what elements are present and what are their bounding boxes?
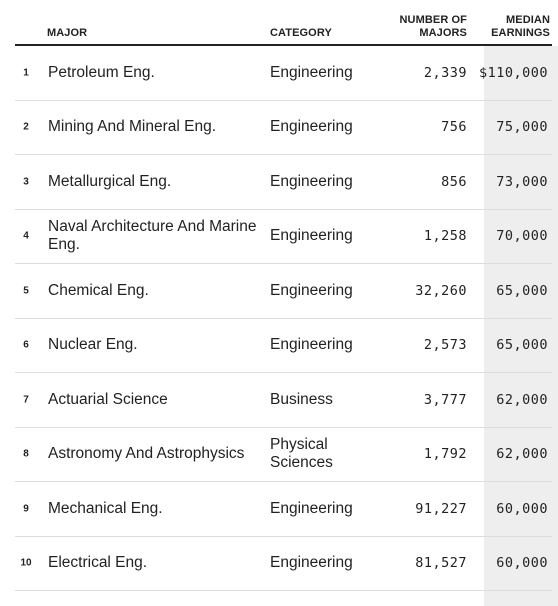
- header-number-line1: NUMBER OF: [399, 14, 467, 26]
- category-cell: Engineering: [270, 554, 353, 572]
- table-row: [15, 264, 552, 319]
- earnings-cell: $110,000: [478, 64, 548, 81]
- rank-cell: 6: [23, 339, 29, 351]
- rank-cell: 2: [23, 121, 29, 133]
- table-row: [15, 210, 552, 265]
- header-major: MAJOR: [47, 27, 88, 39]
- earnings-cell: 65,000: [496, 337, 548, 354]
- category-cell: Engineering: [270, 336, 353, 354]
- table-row: [15, 428, 552, 483]
- earnings-cell: 62,000: [496, 446, 548, 463]
- earnings-cell: 60,000: [496, 555, 548, 572]
- majors-table: [15, 0, 552, 606]
- header-earnings-line1: MEDIAN: [506, 14, 550, 26]
- category-cell: Business: [270, 390, 333, 408]
- rank-cell: 9: [23, 503, 29, 515]
- rank-cell: 8: [23, 448, 29, 460]
- number-cell: 2,339: [423, 64, 467, 81]
- number-cell: 2,573: [423, 337, 467, 354]
- category-cell: Engineering: [270, 227, 353, 245]
- major-cell: Chemical Eng.: [48, 281, 149, 299]
- earnings-cell: 60,000: [496, 500, 548, 517]
- table-row: [15, 537, 552, 592]
- earnings-cell: 75,000: [496, 119, 548, 136]
- major-cell: Nuclear Eng.: [48, 336, 138, 354]
- table-row: [15, 482, 552, 537]
- rank-cell: 10: [20, 557, 32, 569]
- number-cell: 91,227: [415, 500, 467, 517]
- category-cell: Engineering: [270, 172, 353, 190]
- category-cell: Engineering: [270, 281, 353, 299]
- number-cell: 1,792: [423, 446, 467, 463]
- number-cell: 81,527: [415, 555, 467, 572]
- header-category: CATEGORY: [270, 27, 332, 39]
- category-cell: Engineering: [270, 499, 353, 517]
- header-number-line2: MAJORS: [419, 27, 467, 39]
- category-cell: Engineering: [270, 63, 353, 81]
- number-cell: 756: [441, 119, 467, 136]
- earnings-cell: 70,000: [496, 228, 548, 245]
- header-earnings-line2: EARNINGS: [491, 27, 550, 39]
- major-cell: Electrical Eng.: [48, 554, 148, 572]
- earnings-cell: 62,000: [496, 391, 548, 408]
- table-row: [15, 319, 552, 374]
- table-header: [15, 0, 552, 46]
- table-row: [15, 373, 552, 428]
- major-cell: Mechanical Eng.: [48, 499, 163, 517]
- table-row: [15, 155, 552, 210]
- rank-cell: 5: [23, 285, 29, 297]
- rank-cell: 3: [23, 176, 29, 188]
- header-number-of-majors: [367, 14, 467, 40]
- major-cell: Petroleum Eng.: [48, 63, 155, 81]
- major-cell: Actuarial Science: [48, 390, 168, 408]
- major-cell: Naval Architecture And Marine Eng.: [48, 218, 257, 254]
- rank-cell: 7: [23, 394, 29, 406]
- major-cell: Metallurgical Eng.: [48, 172, 172, 190]
- earnings-cell: 73,000: [496, 173, 548, 190]
- number-cell: 1,258: [423, 228, 467, 245]
- number-cell: 856: [441, 173, 467, 190]
- major-cell: Astronomy And Astrophysics: [48, 445, 245, 463]
- category-cell: Engineering: [270, 118, 353, 136]
- table-row: [15, 101, 552, 156]
- number-cell: 32,260: [415, 282, 467, 299]
- major-cell: Mining And Mineral Eng.: [48, 118, 217, 136]
- rank-cell: 4: [23, 230, 29, 242]
- table-body: [15, 46, 552, 591]
- category-cell: Physical Sciences: [270, 436, 333, 472]
- number-cell: 3,777: [423, 391, 467, 408]
- earnings-cell: 65,000: [496, 282, 548, 299]
- header-median-earnings: [470, 14, 550, 40]
- rank-cell: 1: [23, 67, 29, 79]
- table-row: [15, 46, 552, 101]
